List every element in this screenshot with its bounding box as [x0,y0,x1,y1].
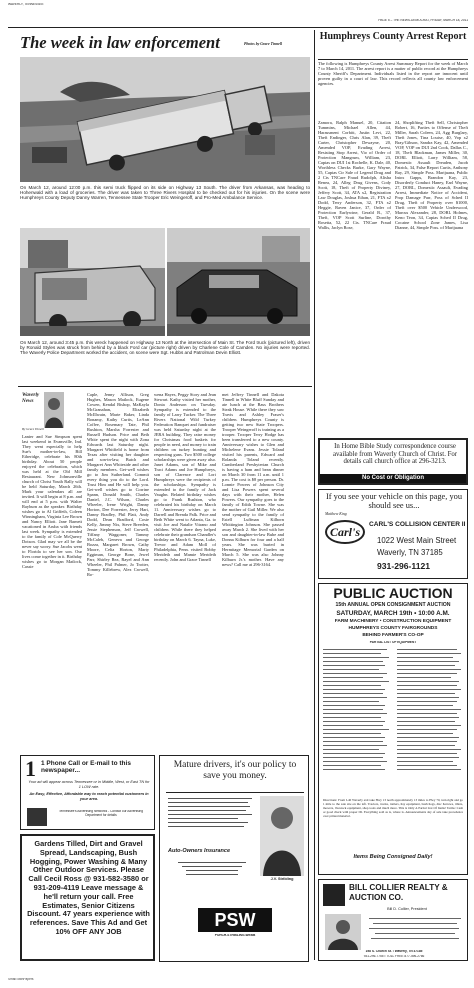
arrest-report-intro: The following is Humphreys County Arrest Summary Report for the week of March 7 to March 14, 2011. The arrest report is a matter of public record at the Humphreys County Sheriff's Department. Individuals listed in the report are innocent until proven guilty in a court of law. This record reflects all county law enforcement agencies. [318,61,468,86]
ad-insurance-address [168,860,256,900]
psw-subtitle: PORCH-STRIBLING-WEBB [214,934,256,937]
footer-source: SmallTownPapers [8,978,34,981]
ad-bible-footer: No Cost or Obligation [320,474,466,483]
auction-title: PUBLIC AUCTION [333,585,453,601]
ad-phone-call [20,755,155,830]
header-meta-right: PAGE 5 – THE NEWS-DEMOCRAT, FRIDAY, MARCH 18, 2011 [378,19,468,22]
auction-list-title: PARTIAL LIST OF EQUIPMENT [369,641,417,644]
news-column-4: met Jeffrey Tinnell and Dakota Tinnell in White Bluff Sunday and ate lunch at the Bass Brothers Steak House. While there they saw Travis and Ashley Fraser's children. Humphreys County is getting two new State Troopers. Trooper Weingeroff is training as a trooper. Trooper Terry Hodge has been transferred to a new county. Anniversary wishes to Glen and Michelene Evans. Jessie Toland visited his parents, Edward and Rolanda Toland recently. Cumberland Presbyterian Church is having a ham and bean dinner on March 30 from 11 a.m. until 1 p.m. The cost is $8 per person. Dr. Lonnie Powers of Johnson City and Lisa Powers spent several days with their mother, Helen Powers. Our sympathy goes to the family of Edith Towne. She was the mother of Gail Miller. We also send sympathy to the family of Estell Luffman Kilborn Whittington Johnson. She passed away March 2. She lived with her son and daughter-in-law Bube and Donna Kilburn for four and a half years. She was buried in Hermitage Memorial Garden on March 5. She was also Johnny Kilburn Jr.'s mother. Have any news? Call me at 296-3164. [222,392,284,567]
tn-network-logo [27,808,47,826]
photo-ford-car [167,228,310,336]
ad-gardens-text: Gardens Tilled, Dirt and Gravel Spread, Landscaping, Bush Hogging, Power Washing & Many Other Outdoor Services. Please Call Cecil Ross @ 931-582-3580 or 931-209-4119 Leave message & he'll return your call. Free Estimates, Senior Citizens Discount. 47 years experience with references. Save This Ad and Get 10% OFF ANY JOB [27,840,150,936]
ad-collier-realty [318,879,468,961]
auction-subtitle: 15th ANNUAL OPEN CONSIGNMENT AUCTION [335,602,451,608]
page-title: The week in law enforcement [20,33,220,52]
photo-semi-truck [20,57,310,182]
ad-insurance-rule [166,792,304,793]
column-title: Waverly News [22,392,40,404]
column-divider [314,30,315,960]
photo-credit: Photos by Grace Tinnell [244,42,282,46]
news-column-1: Lanier and Sue Simpson spent last weekend in Evansville, Ind. They went especially to help Sue's mother-in-law, Bill Etheridge, celebrate his 80th birthday. About 50 people enjoyed the celebration, which was held at the Old Mill Restaurant. New Johnsonville church of Christ Youth Rally will be held Saturday, March 26th. Mark your calendars all are invited. It will begin at 8 p.m. and will end at 5 p.m. with Walter Rayburn as the speaker. Birthday wishes go to Al Griffeth, Coleen Winningham, Virginia Lee Brown and Nancy Elliott. Jane Barnett vacationed in Aruba with friends last week. Sympathy is extended to the family of Cole McQuerry Dotson. Glad may we all be the never say worry. Sue Jacobs went to Florida to see her son. Our lives come together in it. Birthday wishes go to Morgan Matlock, Cassie [22,434,82,569]
ad-carls-collision [318,489,468,579]
ad-phone-body: Your ad will appear across Tennessee or in Middle, West, or East TN for 1 LOW rate. [28,780,150,789]
ad-collision-address: 1022 West Main Street [377,536,457,545]
columnist-photo [44,392,64,428]
auction-footer: Items Being Consigned Daily! [353,854,433,860]
ad-bible-text: In Home Bible Study correspondence course available from Waverly Church of Christ. For details call church office at 296-3213. [332,443,458,466]
realty-address: 198 S. Church St. • Waverly, TN 37185 [365,950,423,953]
agent-name: J.V. Stribling [270,877,294,881]
news-column-3: wena Hayes, Peggy Story and Jean Stewart. Kathy visited her mother, Donia Anderson on Tuesday. Sympathy is extended to the family of Larry Tucker. The Three Rivers National Wild Turkey Federation Banquet and fundraiser was held Saturday night at the JERA building. They raise money for Christmas food baskets for people in need, and money to train children on turkey hunting and respecting guns. Two $500 college scholarships were given away also. Janet Adams, son of Mike and Traci Adams and Joe Humphreys, son of Clarence and Lori Humphreys were the recipients of the scholarships. Sympathy is extended to the family of Jack Vaughn. Belated birthday wishes go to Frank Rushton, who celebrated his birthday on March 11. Anniversary wishes go to Darrell and Brenda Palk. Price and Beth White went to Atlanta, Ga. to visit Joe and Natalie Vitrano and children. While there they helped celebrate their grandson Chandler's birthday on March 6. Tayna, Luke, Trevor and Adam Moll of Philadelphia, Penn. visited Bobby Merideth and Mamie Merideth recently. John and Grace Tinnell [154,392,216,562]
auction-location: HUMPHREYS COUNTY FAIRGROUNDS [348,626,438,631]
caption-ford-wreck: On March 12, around 3:45 p.m. this wreck happened on Highway 13 North at the intersection of Main St. The Ford truck (pictured left), driven by Ronald Styles was struck from behind by a black Ford car (picture right) driven by Charlene Cole of Camden. No injuries were reported. The Waverly Police Department worked the accident, on scene were Sgt. Hubbs and Patrolman Devin Elliott. [20,340,310,356]
ad-collision-city: Waverly, TN 37185 [377,548,443,557]
column-byline: By Grace Tinnell [22,428,44,431]
ad-phone-title: 1 Phone Call or E-mail to this newspaper... [41,760,131,774]
ad-collision-name: CARL'S COLLISION CENTER II [369,521,466,528]
realty-phone: 931-296-7755 • TOLL FREE 877-496-2766 [363,955,425,958]
realty-logo [323,884,345,906]
ad-phone-tagline: An Easy, Effective, Affordable way to reach potential customers in your area. [29,792,149,801]
auction-equipment-list [323,647,463,797]
ad-insurance-headline: Mature drivers, it's our policy to save you money. [173,760,297,781]
carls-logo: Carl's [325,520,365,544]
auction-date: SATURDAY, MARCH 19th • 10:00 A.M. [336,610,450,617]
arrest-list-col-1: Zamora, Ralph Manuel, 20, Citation Tummins, Michael Allen, 44, Harassment Corbitt, Justin Levi, 22, Theft Endinger, Chris Alan, 39, Theft Carter, Christopher Dewayne, 20, Amended VOP, Evading Arrest, Resisting Stop Arrest, Vio of Order of Protection Mangrum, William, 23, Capias on DUI 1st Rochelle, K. Dale, 40, Worthless Checks Burke, Gary Wayne, 55, Capias Cir Sale of Legend Drug and 2 Cts TNCare Fraud Rudolph, Alisha Renea, 24, Alleg Drug Givens, Cody Scott, 18, Theft of Property Diviney, Jeffery Scott, 34, ATA x2, Registration Law Douglas, Joshua Ethan, 21, FTA x2 Dodd, Terry Anderson, 32, FTA x2 Heggie, Raven Janice, 37, Order of Protection Earlywine, Gerald B., 37, Theft, VOP Scott Surline, Dorothy Rosetta, 52, 22 Cts. TNCare Fraud Wallis, Jaclyn Rose, [318,120,391,230]
ad-gardens-tilled [20,834,155,961]
header-meta-left: WAVERLY, TENNESSEE [8,3,44,6]
arrest-title-rule [318,59,468,60]
auction-category: FARM MACHINERY • CONSTRUCTION EQUIPMENT [334,619,452,624]
realty-photo [325,914,361,950]
arrest-list-col-2: 24, Shoplifting Theft Sell, Christopher Robert, 16, Parties to Offense of Theft Miller, Sarah Coleen, 24, Agg Burglary, Theft Jones, Tina Louise, 40, Vop x2 Bray/Gibson, Sandra Kay, 42, Amended VOP, VOP on DUI 2nd Cook, Dallas C., 18, Theft Blackman, James Miller, 30, DORL Elliott, Larry William, 58, Domestic Assault Dreaden, Jacob Patrick, 34, False Report Curtis, Anthony Ray, 29, Simple Poss. Marijuana, Public Intox Gapps, Brandon Kay, 23, Disorderly Conduct Haney, Earl Wayne, 27, DORL, Domestic Assault, Evading Arrest, Immediate Notice of Accident, Prop Damage Parr, Poss of Sched II Drug, Theft of Property over $1000, Theft over $500 Vehicle Underwood, Marcus Alexander, 28, DORL Holmes, Keno Teon, 34, Capias Sched II Drug, Cocaine School Zone James, Lisa Dianne, 44, Simple Poss. of Marijuana [395,120,468,230]
news-column-2: Caple, Jenny Allison, Greg Hughes, Mason Matlock, Eugene Cowen, Kendal Bishop, MaKayla McGranahan, Elizabeth McIllwain, Marie Baker, Linda Bonamy, Kathy Curtis, LeAnn Coffee, Rosemary Tate, Phil Rushton, Marsha Forrester and Russell Hudson. Price and Beth White spent the night with Zona Edwards last Saturday night. Margaret Whitfield is home from Texas after visiting her daughter and son-in-law, Butch and Margaret Ann Whiteside and other family members. Get-well wishes go to Jim Sutherland. Commit every thing you do to the Lord. Trust Him and He will help you. Get-well wishes go to Corrine Spann, Donald Smith, Charles Daniel, J.C. Wilson, Charles Wheeler, Irene Wright, Danny Horton, Dee Forrester, Jerry Hart, Danny Bradley, Phil Platt, Andy Dodd, Dean Bradford, Cosie Kelly, Jimmy Nix, Steve Breeden, Jessie Stephenson, Jeff Crowell, Tiffany Waggoner, Tammy McCaleb, Geneva and George Bozza, Margaret Brown, Cathy Moore, Celia Horton, Marty Eggiman, George Bone, Jewel Parr, Shirley Rea, Rayel and Ann Wheeler, Phil Palmer, Jo Trotter, Tommy Killebrew, Alex Crowell, Ro- [87,392,149,577]
ad-insurance-fine-print [168,796,252,836]
number-one-glyph: 1 [25,758,36,780]
auction-body-text: Directions: From I-40 Waverly exit take Hwy 13 north approximately 13 miles to Hwy 70, turn right and go 1 mile to the sale site on the left. Tractors, trucks, trailers, hay equipment, bush hogs, disc harrows, tillers, mowers, livestock equipment, shop tools and much more. This is Only A Partial List Of Items! Terms: Cash or good check with proper ID. Everything sold as is, where is. Announcements day of sale take precedence over printed material. [323,799,463,818]
ad-public-auction [318,583,468,875]
caption-semi-truck: On March 12, around 12:00 p.m. this semi truck flipped on its side on Highway 13 South. The driver from Arkansas, was heading to Hohenwald with a load of groceries. The driver was taken to Three Rivers Hospital to be checked out for his injuries. On the scene were Humphreys County Deputy Danny Warren, Tennessee State Trooper Eric Weingeroff, and Pro-Med Ambulance Service. [20,185,310,201]
ad-collision-headline: If you see your vehicle on this page, you should see us... [325,492,463,510]
psw-logo: PSW [198,908,272,932]
ad-bible-study [318,438,468,485]
auction-location-detail: BEHIND FARMER'S CO-OP [362,633,424,638]
header-rule [8,27,468,28]
ad-phone-footer: Tennessee's Advertising Networks - Contact our Advertising Department for details [58,810,144,817]
ad-collision-signature: Matthew King [325,512,347,516]
arrest-report-title: Humphreys County Arrest Report [319,31,467,42]
ad-collision-phone: 931-296-1121 [377,561,431,571]
agent-photo [260,796,304,876]
auto-owners-logo: Auto-Owners Insurance [168,848,231,854]
realty-president: Bill D. Collier, President [387,907,427,911]
photo-ford-truck [20,228,165,336]
ad-insurance [159,755,309,962]
realty-name: BILL COLLIER REALTY & AUCTION CO. [349,883,448,902]
section-divider [18,386,312,387]
realty-listing-lines [365,916,465,946]
